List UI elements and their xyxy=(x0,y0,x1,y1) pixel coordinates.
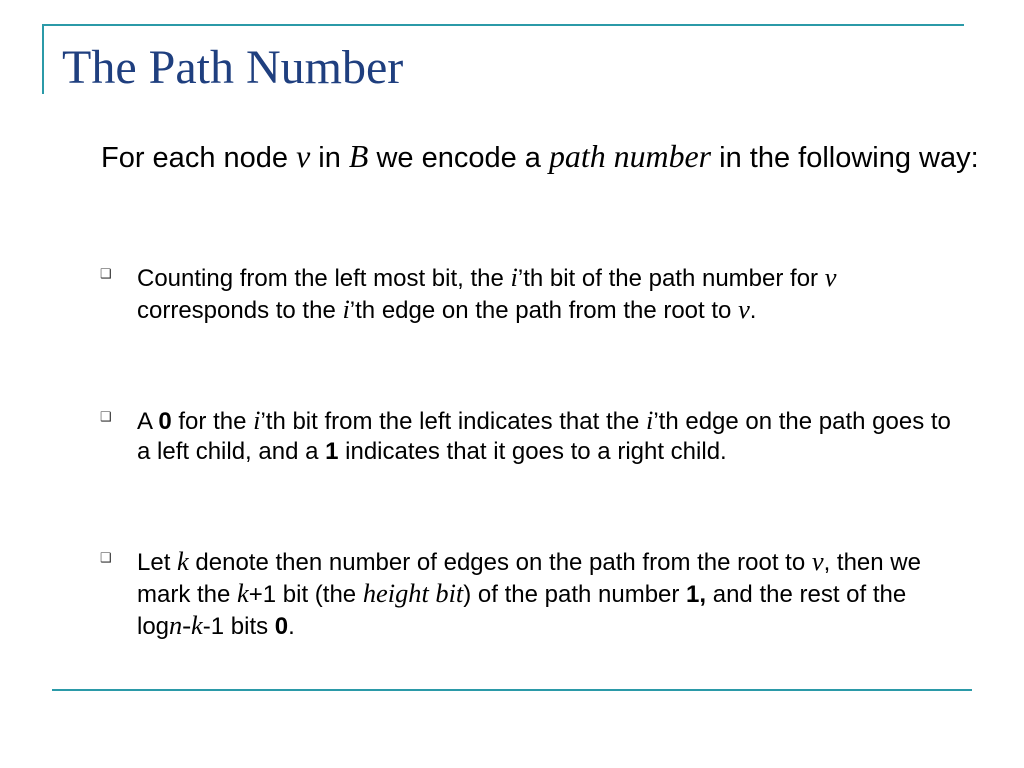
text-run: and the rest of the log xyxy=(137,581,907,640)
text-run: ) of the path number xyxy=(463,581,687,608)
math-k: k xyxy=(191,610,203,640)
frame-left-accent xyxy=(42,24,44,94)
bullet-text xyxy=(137,405,960,467)
bold-one: 1, xyxy=(686,581,707,608)
frame-top-rule xyxy=(42,24,964,26)
text-run: . xyxy=(288,613,295,640)
term-path-number: path number xyxy=(548,139,712,174)
bullet-item-3 xyxy=(100,546,960,642)
math-i: i xyxy=(342,294,350,324)
math-i: i xyxy=(253,405,261,435)
square-bullet-icon: ❑ xyxy=(100,550,112,565)
bottom-rule xyxy=(52,689,972,691)
math-i: i xyxy=(645,405,654,435)
intro-text: For each node xyxy=(101,142,297,174)
slide-title: The Path Number xyxy=(62,41,404,94)
bold-one: 1 xyxy=(325,438,339,465)
bold-zero: 0 xyxy=(158,408,172,435)
math-v: v xyxy=(824,262,837,292)
bullet-item-1 xyxy=(100,262,960,326)
text-run: +1 bit (the xyxy=(248,581,363,608)
bullet-text xyxy=(137,546,960,642)
text-run: ’th bit of the path number for xyxy=(517,265,825,292)
math-k: k xyxy=(177,546,189,576)
math-v: v xyxy=(738,294,750,324)
text-run: ’th edge on the path goes to a left child, and a xyxy=(137,408,951,465)
math-i: i xyxy=(510,262,518,292)
text-run: ’th edge on the path from the root to xyxy=(349,297,739,324)
math-v: v xyxy=(296,139,311,174)
text-run: , then we mark the xyxy=(137,549,921,608)
bullet-text xyxy=(137,262,960,326)
math-B: B xyxy=(348,139,369,174)
text-run: denote then number of edges on the path from the root to xyxy=(188,549,812,576)
intro-paragraph xyxy=(101,140,981,175)
term-height-bit: height bit xyxy=(362,578,464,608)
math-v: v xyxy=(811,546,824,576)
math-minus: - xyxy=(182,610,192,640)
text-run: Let xyxy=(137,549,178,576)
math-k: k xyxy=(237,578,249,608)
text-run: for the xyxy=(171,408,254,435)
bullet-item-2 xyxy=(100,405,960,467)
text-run: indicates that it goes to a right child. xyxy=(338,438,727,465)
square-bullet-icon: ❑ xyxy=(100,266,112,281)
square-bullet-icon: ❑ xyxy=(100,409,112,424)
text-run: . xyxy=(749,297,757,324)
intro-text: in the following way: xyxy=(711,142,979,174)
text-run: corresponds to the xyxy=(137,297,343,324)
intro-text: in xyxy=(310,142,349,174)
text-run: A xyxy=(137,408,159,435)
text-run: Counting from the left most bit, the xyxy=(137,265,511,292)
text-run: ’th bit from the left indicates that the xyxy=(260,408,646,435)
text-run: -1 bits xyxy=(202,613,275,640)
intro-text: we encode a xyxy=(368,142,549,174)
math-n: n xyxy=(169,610,183,640)
bold-zero: 0 xyxy=(274,613,289,640)
